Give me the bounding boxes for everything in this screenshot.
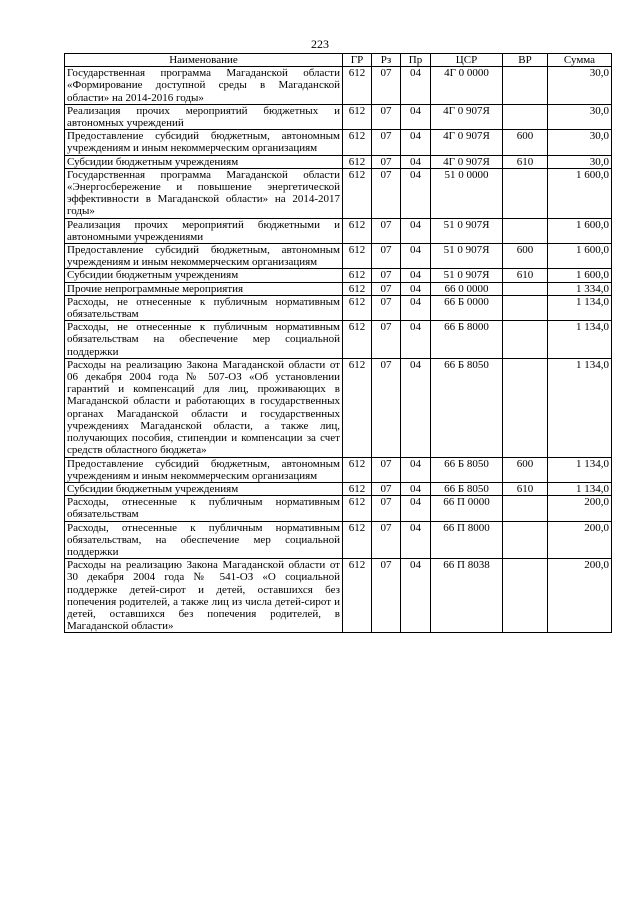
cell-pr: 04 — [401, 521, 431, 559]
cell-vr — [503, 67, 548, 105]
cell-name: Расходы, отнесенные к публичным нормативным обязательствам, на обеспечение мер социальной поддержки — [65, 521, 343, 559]
cell-sum: 200,0 — [548, 496, 612, 521]
cell-rz: 07 — [372, 457, 401, 482]
cell-rz: 07 — [372, 104, 401, 129]
cell-sum: 30,0 — [548, 155, 612, 168]
cell-pr: 04 — [401, 295, 431, 320]
cell-sum: 1 134,0 — [548, 295, 612, 320]
cell-rz: 07 — [372, 496, 401, 521]
table-row — [65, 168, 612, 218]
cell-name: Государственная программа Магаданской области «Формирование доступной среды в Магаданской области» на 2014-2016 годы» — [65, 67, 343, 105]
cell-gr: 612 — [343, 104, 372, 129]
table-row — [65, 218, 612, 243]
cell-csr: 51 0 0000 — [431, 168, 503, 218]
cell-sum: 1 600,0 — [548, 168, 612, 218]
header-rz: Рз — [372, 54, 401, 67]
cell-pr: 04 — [401, 482, 431, 495]
cell-gr: 612 — [343, 218, 372, 243]
cell-vr — [503, 295, 548, 320]
cell-rz: 07 — [372, 269, 401, 282]
cell-vr — [503, 168, 548, 218]
cell-gr: 612 — [343, 521, 372, 559]
cell-rz: 07 — [372, 295, 401, 320]
cell-vr: 600 — [503, 244, 548, 269]
budget-table — [64, 53, 612, 633]
cell-csr: 66 0 0000 — [431, 282, 503, 295]
cell-vr: 610 — [503, 482, 548, 495]
cell-sum: 200,0 — [548, 521, 612, 559]
cell-vr — [503, 521, 548, 559]
header-gr: ГР — [343, 54, 372, 67]
cell-sum: 1 600,0 — [548, 218, 612, 243]
cell-rz: 07 — [372, 244, 401, 269]
table-row — [65, 482, 612, 495]
cell-sum: 1 600,0 — [548, 244, 612, 269]
table-row — [65, 295, 612, 320]
cell-vr — [503, 104, 548, 129]
cell-sum: 30,0 — [548, 104, 612, 129]
cell-name: Предоставление субсидий бюджетным, автономным учреждениям и иным некоммерческим организациям — [65, 244, 343, 269]
table-row — [65, 67, 612, 105]
header-vr: ВР — [503, 54, 548, 67]
cell-gr: 612 — [343, 358, 372, 457]
cell-csr: 66 П 8038 — [431, 559, 503, 633]
cell-sum: 1 134,0 — [548, 457, 612, 482]
cell-rz: 07 — [372, 282, 401, 295]
cell-gr: 612 — [343, 496, 372, 521]
cell-gr: 612 — [343, 269, 372, 282]
cell-sum: 200,0 — [548, 559, 612, 633]
cell-vr: 600 — [503, 130, 548, 155]
page-number: 223 — [311, 37, 329, 51]
header-csr: ЦСР — [431, 54, 503, 67]
table-row — [65, 104, 612, 129]
cell-pr: 04 — [401, 496, 431, 521]
cell-vr — [503, 358, 548, 457]
cell-pr: 04 — [401, 67, 431, 105]
cell-pr: 04 — [401, 358, 431, 457]
cell-name: Субсидии бюджетным учреждениям — [65, 155, 343, 168]
cell-vr — [503, 321, 548, 359]
cell-name: Предоставление субсидий бюджетным, автономным учреждениям и иным некоммерческим организациям — [65, 130, 343, 155]
cell-pr: 04 — [401, 104, 431, 129]
cell-sum: 1 134,0 — [548, 358, 612, 457]
cell-name: Расходы, не отнесенные к публичным нормативным обязательствам на обеспечение мер социальной поддержки — [65, 321, 343, 359]
header-sum: Сумма — [548, 54, 612, 67]
cell-csr: 4Г 0 907Я — [431, 130, 503, 155]
table-row — [65, 358, 612, 457]
cell-name: Реализация прочих мероприятий бюджетными и автономными учреждениями — [65, 218, 343, 243]
cell-vr: 600 — [503, 457, 548, 482]
cell-gr: 612 — [343, 155, 372, 168]
cell-csr: 66 Б 8050 — [431, 358, 503, 457]
cell-name: Расходы на реализацию Закона Магаданской области от 06 декабря 2004 года № 507-ОЗ «Об установлении гарантий и компенсаций для лиц, проживающих в Магаданской области и работающих в государственных органах Магаданской области и государственных учреждениях Магаданской области, а также лиц, получающих пособия, стипендии и компенсации за счет средств областного бюджета» — [65, 358, 343, 457]
cell-gr: 612 — [343, 244, 372, 269]
cell-csr: 66 Б 0000 — [431, 295, 503, 320]
cell-csr: 51 0 907Я — [431, 269, 503, 282]
cell-sum: 1 134,0 — [548, 321, 612, 359]
cell-csr: 66 Б 8050 — [431, 482, 503, 495]
cell-name: Государственная программа Магаданской области «Энергосбережение и повышение энергетической эффективности в Магаданской области» на 2014-2017 годы» — [65, 168, 343, 218]
header-pr: Пр — [401, 54, 431, 67]
cell-name: Субсидии бюджетным учреждениям — [65, 269, 343, 282]
cell-sum: 1 334,0 — [548, 282, 612, 295]
cell-csr: 4Г 0 0000 — [431, 67, 503, 105]
cell-csr: 66 Б 8050 — [431, 457, 503, 482]
cell-pr: 04 — [401, 282, 431, 295]
cell-vr: 610 — [503, 269, 548, 282]
table-header-row — [65, 54, 612, 67]
cell-csr: 66 Б 8000 — [431, 321, 503, 359]
cell-csr: 66 П 8000 — [431, 521, 503, 559]
cell-rz: 07 — [372, 168, 401, 218]
cell-csr: 51 0 907Я — [431, 218, 503, 243]
table-row — [65, 521, 612, 559]
cell-rz: 07 — [372, 321, 401, 359]
cell-sum: 1 134,0 — [548, 482, 612, 495]
cell-vr — [503, 218, 548, 243]
cell-rz: 07 — [372, 155, 401, 168]
cell-name: Субсидии бюджетным учреждениям — [65, 482, 343, 495]
cell-gr: 612 — [343, 67, 372, 105]
table-row — [65, 559, 612, 633]
table-row — [65, 496, 612, 521]
cell-pr: 04 — [401, 155, 431, 168]
cell-rz: 07 — [372, 482, 401, 495]
cell-gr: 612 — [343, 457, 372, 482]
table-row — [65, 269, 612, 282]
cell-name: Прочие непрограммные мероприятия — [65, 282, 343, 295]
cell-gr: 612 — [343, 559, 372, 633]
cell-csr: 66 П 0000 — [431, 496, 503, 521]
cell-sum: 30,0 — [548, 67, 612, 105]
table-row — [65, 457, 612, 482]
cell-gr: 612 — [343, 482, 372, 495]
cell-pr: 04 — [401, 269, 431, 282]
cell-name: Предоставление субсидий бюджетным, автономным учреждениям и иным некоммерческим организациям — [65, 457, 343, 482]
table-row — [65, 155, 612, 168]
cell-gr: 612 — [343, 130, 372, 155]
table-row — [65, 130, 612, 155]
cell-rz: 07 — [372, 559, 401, 633]
cell-name: Расходы, не отнесенные к публичным нормативным обязательствам — [65, 295, 343, 320]
cell-gr: 612 — [343, 168, 372, 218]
cell-rz: 07 — [372, 521, 401, 559]
table-row — [65, 282, 612, 295]
cell-pr: 04 — [401, 457, 431, 482]
cell-gr: 612 — [343, 321, 372, 359]
cell-sum: 30,0 — [548, 130, 612, 155]
cell-pr: 04 — [401, 130, 431, 155]
table-row — [65, 321, 612, 359]
cell-gr: 612 — [343, 282, 372, 295]
cell-vr — [503, 282, 548, 295]
cell-gr: 612 — [343, 295, 372, 320]
cell-csr: 4Г 0 907Я — [431, 104, 503, 129]
cell-pr: 04 — [401, 321, 431, 359]
cell-pr: 04 — [401, 244, 431, 269]
cell-vr — [503, 559, 548, 633]
cell-csr: 51 0 907Я — [431, 244, 503, 269]
cell-pr: 04 — [401, 168, 431, 218]
header-name: Наименование — [65, 54, 343, 67]
cell-rz: 07 — [372, 130, 401, 155]
cell-name: Расходы на реализацию Закона Магаданской области от 30 декабря 2004 года № 541-ОЗ «О социальной поддержке детей-сирот и детей, оставшихся без попечения родителей, а также лиц из числа детей-сирот и детей, оставшихся без попечения родителей, в Магаданской области» — [65, 559, 343, 633]
cell-rz: 07 — [372, 358, 401, 457]
cell-sum: 1 600,0 — [548, 269, 612, 282]
cell-name: Реализация прочих мероприятий бюджетных и автономных учреждений — [65, 104, 343, 129]
cell-vr: 610 — [503, 155, 548, 168]
table-row — [65, 244, 612, 269]
cell-vr — [503, 496, 548, 521]
cell-rz: 07 — [372, 67, 401, 105]
cell-rz: 07 — [372, 218, 401, 243]
cell-pr: 04 — [401, 218, 431, 243]
cell-name: Расходы, отнесенные к публичным нормативным обязательствам — [65, 496, 343, 521]
cell-pr: 04 — [401, 559, 431, 633]
cell-csr: 4Г 0 907Я — [431, 155, 503, 168]
